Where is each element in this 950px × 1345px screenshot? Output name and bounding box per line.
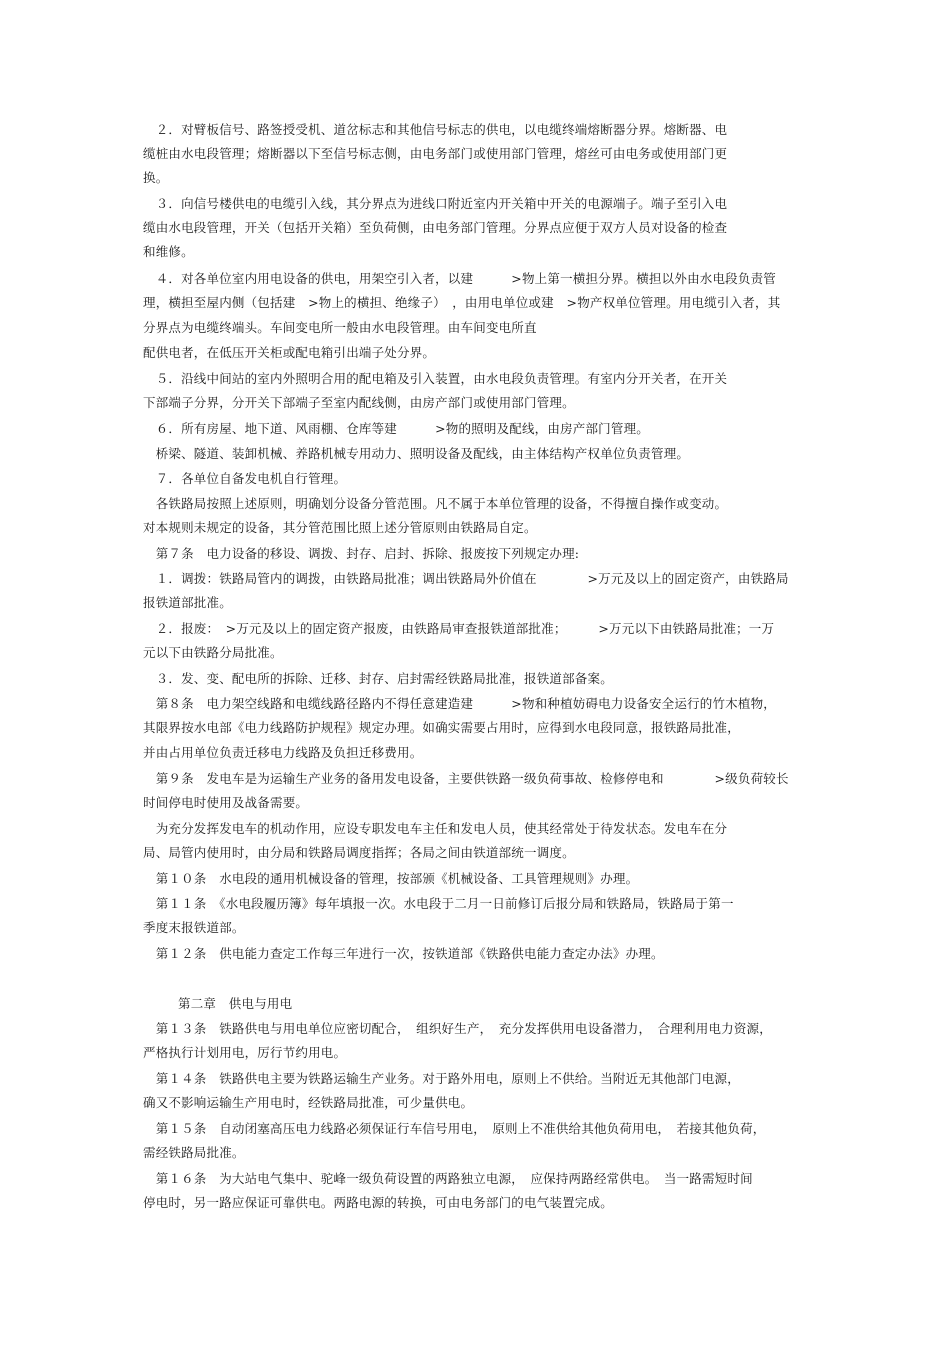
- text-line: ３．发、变、配电所的拆除、迁移、封存、启封需经铁路局批准，报铁道部备案。: [143, 671, 613, 686]
- text-line: 第１６条 为大站电气集中、驼峰一级负荷设置的两路独立电源， 应保持两路经常供电。 当一路需短时间: [143, 1171, 753, 1186]
- text-line: 其限界按水电部《电力线路防护规程》规定办理。如确实需要占用时，应得到水电段同意，报铁路局批准，: [143, 720, 740, 735]
- text-line: 第１０条 水电段的通用机械设备的管理，按部颁《机械设备、工具管理规则》办理。: [143, 871, 639, 886]
- text-line: ６．所有房屋、地下道、风雨棚、仓库等建 >物的照明及配线，由房产部门管理。: [143, 421, 649, 436]
- text-line: 缆桩由水电段管理；熔断器以下至信号标志侧，由电务部门或使用部门管理，熔丝可由电务或使用部门更: [143, 146, 728, 161]
- text-line: 理，横担至屋内侧（包括建 >物上的横担、绝缘子） ，由用电单位或建 >物产权单位管理。用电缆引入者，其: [143, 295, 781, 310]
- text-line: ２．报废： >万元及以上的固定资产报废，由铁路局审查报铁道部批准； >万元以下由铁路局批准；一万: [143, 621, 775, 636]
- text-line: 换。: [143, 170, 169, 185]
- text-line: 第１４条 铁路供电主要为铁路运输生产业务。对于路外用电，原则上不供给。当附近无其他部门电源，: [143, 1071, 740, 1086]
- text-line: 第８条 电力架空线路和电缆线路径路内不得任意建造建 >物和种植妨碍电力设备安全运行的竹木植物，: [143, 696, 776, 711]
- text-line: 和维修。: [143, 244, 194, 259]
- text-line: 对本规则未规定的设备，其分管范围比照上述分管原则由铁路局自定。: [143, 520, 537, 535]
- text-line: 第９条 发电车是为运输生产业务的备用发电设备，主要供铁路一级负荷事故、检修停电和 >级负荷较长: [143, 771, 789, 786]
- text-line: 缆由水电段管理，开关（包括开关箱）至负荷侧，由电务部门管理。分界点应便于双方人员对设备的检查: [143, 220, 728, 235]
- text-line: ５．沿线中间站的室内外照明合用的配电箱及引入装置，由水电段负责管理。有室内分开关者，在开关: [143, 371, 728, 386]
- text-line: 桥梁、隧道、装卸机械、养路机械专用动力、照明设备及配线，由主体结构产权单位负责管理。: [143, 446, 690, 461]
- text-line: 第１１条 《水电段履历簿》每年填报一次。水电段于二月一日前修订后报分局和铁路局，铁路局于第一: [143, 896, 734, 911]
- text-line: ４．对各单位室内用电设备的供电，用架空引入者，以建 >物上第一横担分界。横担以外由水电段负责管: [143, 271, 776, 286]
- text-line: 第１３条 铁路供电与用电单位应密切配合， 组织好生产， 充分发挥供用电设备潜力， 合理利用电力资源，: [143, 1021, 772, 1036]
- text-line: 报铁道部批准。: [143, 595, 232, 610]
- text-line: 时间停电时使用及战备需要。: [143, 795, 309, 810]
- text-line: 并由占用单位负责迁移电力线路及负担迁移费用。: [143, 745, 423, 760]
- text-line: 严格执行计划用电，厉行节约用电。: [143, 1045, 347, 1060]
- text-line: ３．向信号楼供电的电缆引入线，其分界点为进线口附近室内开关箱中开关的电源端子。端子至引入电: [143, 196, 728, 211]
- text-line: 下部端子分界，分开关下部端子至室内配线侧，由房产部门或使用部门管理。: [143, 395, 575, 410]
- text-line: 需经铁路局批准。: [143, 1145, 245, 1160]
- text-line: 第１５条 自动闭塞高压电力线路必须保证行车信号用电， 原则上不准供给其他负荷用电， 若接其他负荷，: [143, 1121, 766, 1136]
- text-line: ２．对臂板信号、路签授受机、道岔标志和其他信号标志的供电，以电缆终端熔断器分界。熔断器、电: [143, 122, 728, 137]
- text-line: 为充分发挥发电车的机动作用，应设专职发电车主任和发电人员，使其经常处于待发状态。发电车在分: [143, 821, 728, 836]
- text-line: 季度末报铁道部。: [143, 920, 245, 935]
- text-line: 第７条 电力设备的移设、调拨、封存、启封、拆除、报废按下列规定办理:: [143, 546, 580, 561]
- text-line: 分界点为电缆终端头。车间变电所一般由水电段管理。由车间变电所直: [143, 320, 537, 335]
- text-line: 第１２条 供电能力查定工作每三年进行一次，按铁道部《铁路供电能力查定办法》办理。: [143, 946, 664, 961]
- text-line: 元以下由铁路分局批准。: [143, 645, 283, 660]
- chapter-heading: 第二章 供电与用电: [178, 996, 293, 1011]
- text-line: 停电时，另一路应保证可靠供电。两路电源的转换，可由电务部门的电气装置完成。: [143, 1195, 613, 1210]
- text-line: １．调拨：铁路局管内的调拨，由铁路局批准；调出铁路局外价值在 >万元及以上的固定资产，由铁路局: [143, 571, 789, 586]
- text-line: 局、局管内使用时，由分局和铁路局调度指挥；各局之间由铁道部统一调度。: [143, 845, 575, 860]
- text-line: ７．各单位自备发电机自行管理。: [143, 471, 347, 486]
- text-line: 各铁路局按照上述原则，明确划分设备分管范围。凡不属于本单位管理的设备，不得擅自操作或变动。: [143, 496, 728, 511]
- text-line: 确又不影响运输生产用电时，经铁路局批准，可少量供电。: [143, 1095, 474, 1110]
- text-line: 配供电者，在低压开关柜或配电箱引出端子处分界。: [143, 345, 436, 360]
